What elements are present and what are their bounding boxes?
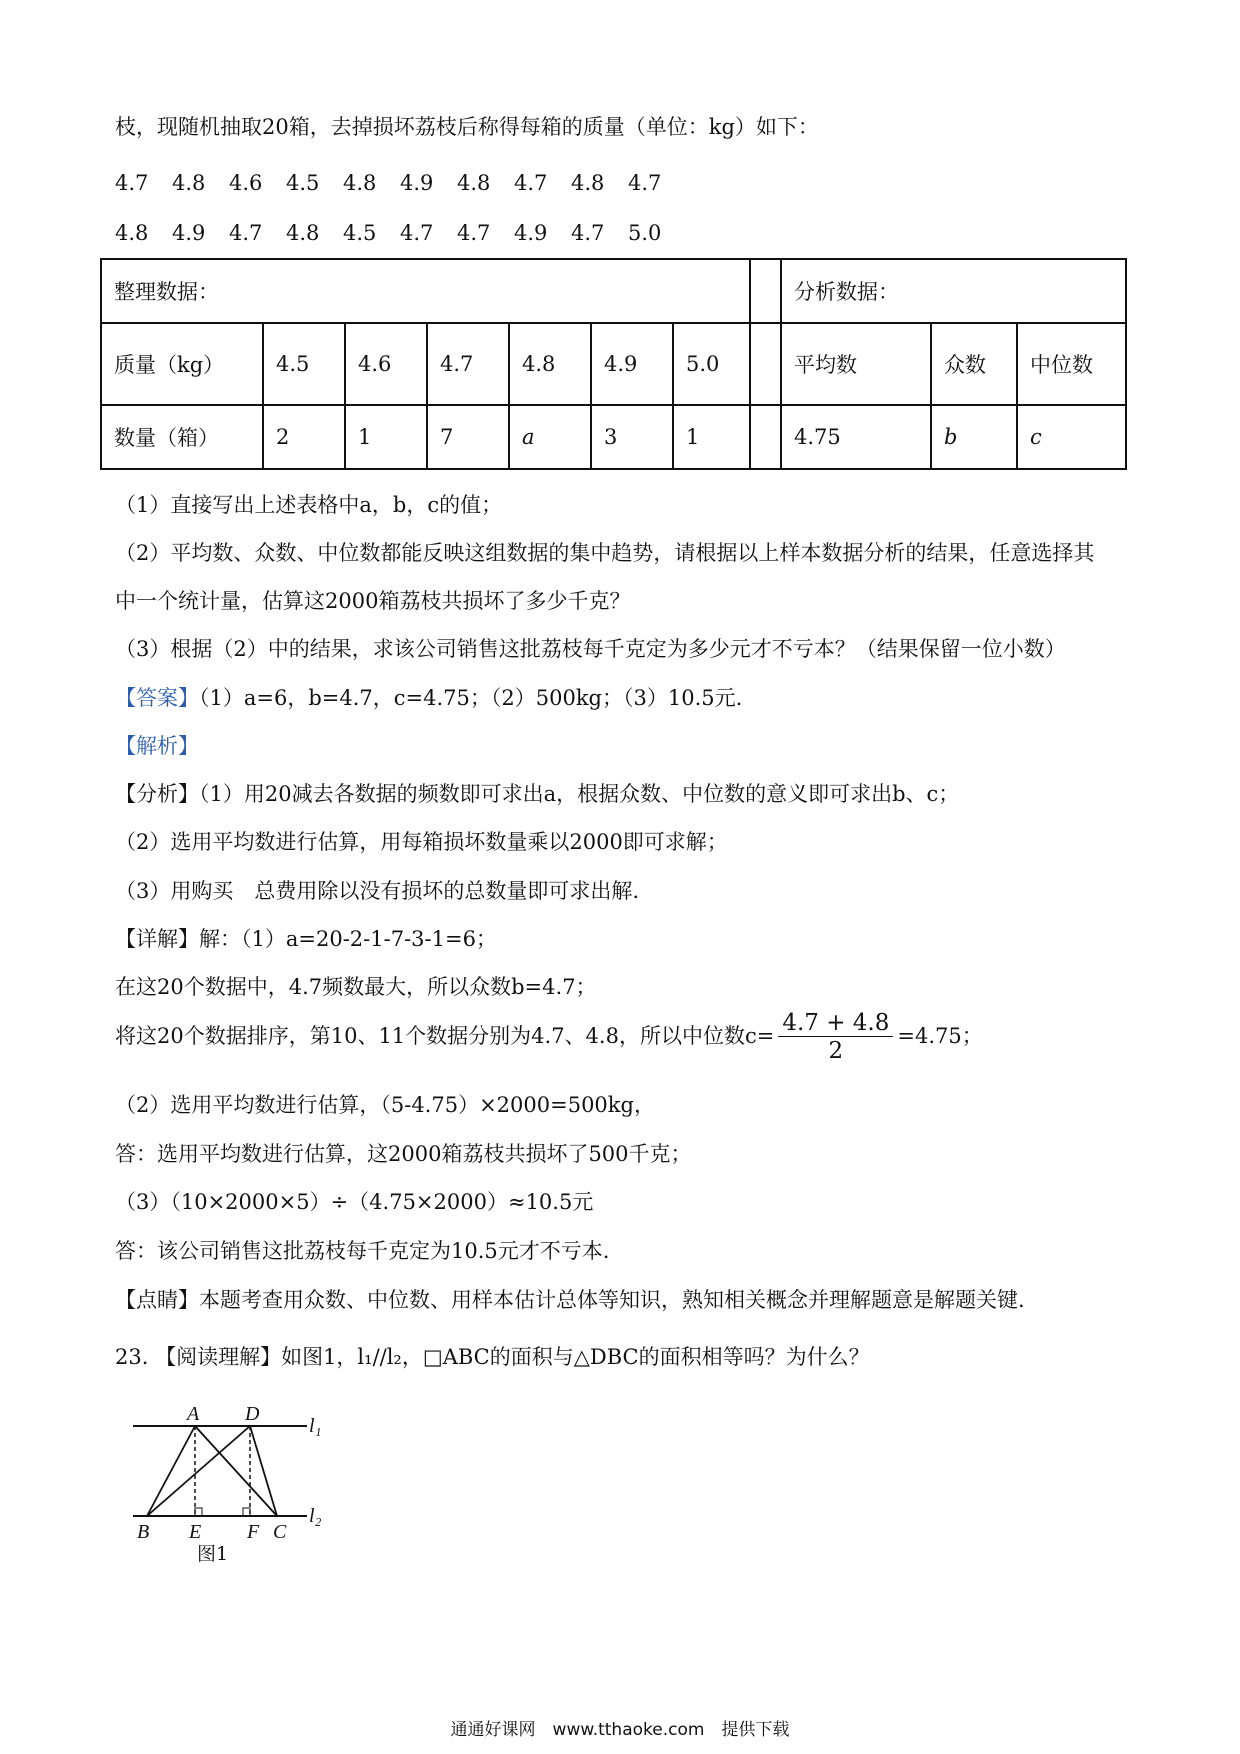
question-1: （1）直接写出上述表格中a，b，c的值； [115, 493, 503, 517]
question-3: （3）根据（2）中的结果，求该公司销售这批荔枝每千克定为多少元才不亏本？（结果保留一位小数） [115, 637, 1066, 661]
data-value: 4.9 [400, 171, 434, 195]
fenxi-line-1 [115, 779, 959, 809]
spacer-cell [750, 323, 781, 405]
segment-ac [195, 1426, 277, 1516]
question-2-line-2: 中一个统计量，估算这2000箱荔枝共损坏了多少千克？ [115, 589, 631, 613]
label-l2: l₂ [309, 1505, 322, 1527]
mass-cell: 4.6 [345, 323, 427, 405]
detail-line-1 [115, 924, 497, 954]
stat-header: 众数 [931, 323, 1017, 405]
fenxi-tag: 【分析】 [115, 782, 199, 806]
analyze-header: 分析数据： [781, 259, 1126, 323]
median-fraction [778, 1010, 893, 1065]
detail-line-3 [115, 1006, 983, 1066]
data-value: 4.9 [514, 221, 548, 245]
answer-line [115, 683, 742, 713]
organize-header: 整理数据： [101, 259, 750, 323]
fraction-denominator: 2 [828, 1038, 844, 1064]
data-value: 4.7 [457, 221, 491, 245]
data-value: 4.7 [400, 221, 434, 245]
segment-ab [147, 1426, 195, 1516]
data-value: 4.8 [571, 171, 605, 195]
label-a: A [187, 1403, 200, 1425]
stat-header: 平均数 [781, 323, 931, 405]
fenxi-text: （1）用20减去各数据的频数即可求出a，根据众数、中位数的意义即可求出b、c； [199, 782, 960, 806]
data-value: 4.7 [514, 171, 548, 195]
count-cell: 2 [263, 405, 345, 469]
dianjing-line [115, 1285, 1025, 1315]
detail-line-2: 在这20个数据中，4.7频数最大，所以众数b=4.7； [115, 975, 597, 999]
label-b: B [137, 1521, 150, 1543]
label-d: D [245, 1403, 260, 1425]
analysis-tag: 【解析】 [115, 734, 199, 758]
dianjing-tag: 【点睛】 [115, 1288, 199, 1312]
label-e: E [189, 1521, 202, 1543]
mass-cell: 4.8 [509, 323, 591, 405]
detail-line-5: 答：选用平均数进行估算，这2000箱荔枝共损坏了500千克； [115, 1142, 692, 1166]
data-value: 4.7 [628, 171, 662, 195]
detail-line-6: （3）（10×2000×5）÷（4.75×2000）≈10.5元 [115, 1190, 594, 1214]
data-value: 4.9 [172, 221, 206, 245]
count-cell: a [509, 405, 591, 469]
segment-db [147, 1426, 250, 1516]
detail-tag: 【详解】 [115, 927, 199, 951]
data-value: 4.8 [343, 171, 377, 195]
question-2-line-1: （2）平均数、众数、中位数都能反映这组数据的集中趋势，请根据以上样本数据分析的结果，任意选择其 [115, 541, 1095, 565]
mass-label: 质量（kg） [101, 323, 263, 405]
detail-line-4: （2）选用平均数进行估算，（5-4.75）×2000=500kg， [115, 1093, 655, 1117]
stat-value: b [931, 405, 1017, 469]
data-value: 4.6 [229, 171, 263, 195]
figure-1 [125, 1398, 345, 1568]
label-l1: l₁ [309, 1415, 322, 1437]
count-cell: 1 [673, 405, 750, 469]
label-f: F [247, 1521, 260, 1543]
count-cell: 3 [591, 405, 673, 469]
mass-cell: 4.9 [591, 323, 673, 405]
data-value: 4.8 [172, 171, 206, 195]
spacer-cell [750, 405, 781, 469]
detail-median-pre: 将这20个数据排序，第10、11个数据分别为4.7、4.8，所以中位数c= [115, 1024, 775, 1048]
label-c: C [273, 1521, 287, 1543]
question-23: 23. 【阅读理解】如图1，l₁//l₂，□ABC的面积与△DBC的面积相等吗？为什么？ [115, 1345, 870, 1369]
detail-line-7: 答：该公司销售这批荔枝每千克定为10.5元才不亏本. [115, 1239, 610, 1263]
stat-header: 中位数 [1017, 323, 1126, 405]
fenxi-line-3: （3）用购买 总费用除以没有损坏的总数量即可求出解. [115, 879, 640, 903]
dianjing-text: 本题考查用众数、中位数、用样本估计总体等知识，熟知相关概念并理解题意是解题关键. [199, 1288, 1025, 1312]
detail-median-post: =4.75； [897, 1024, 983, 1048]
fraction-numerator: 4.7 + 4.8 [778, 1010, 893, 1037]
data-value: 4.5 [286, 171, 320, 195]
answer-tag: 【答案】 [115, 686, 199, 710]
data-value: 4.7 [229, 221, 263, 245]
count-label: 数量（箱） [101, 405, 263, 469]
stat-value: c [1017, 405, 1126, 469]
data-value: 4.8 [286, 221, 320, 245]
count-cell: 1 [345, 405, 427, 469]
mass-cell: 4.5 [263, 323, 345, 405]
data-value: 4.7 [115, 171, 149, 195]
data-value: 5.0 [628, 221, 662, 245]
spacer-cell [750, 259, 781, 323]
mass-cell: 4.7 [427, 323, 509, 405]
footer: 通通好课网 www.tthaoke.com 提供下载 [450, 1720, 790, 1740]
data-value: 4.5 [343, 221, 377, 245]
answer-text: （1）a=6，b=4.7，c=4.75；（2）500kg；（3）10.5元. [199, 686, 743, 710]
figure-caption: 图1 [197, 1543, 229, 1565]
data-table [100, 258, 1127, 470]
mass-cell: 5.0 [673, 323, 750, 405]
data-value: 4.7 [571, 221, 605, 245]
count-cell: 7 [427, 405, 509, 469]
data-value: 4.8 [457, 171, 491, 195]
intro-text: 枝，现随机抽取20箱，去掉损坏荔枝后称得每箱的质量（单位：kg）如下： [115, 115, 819, 139]
stat-value: 4.75 [781, 405, 931, 469]
detail-text: 解：（1）a=20-2-1-7-3-1=6； [199, 927, 497, 951]
data-value: 4.8 [115, 221, 149, 245]
fenxi-line-2: （2）选用平均数进行估算，用每箱损坏数量乘以2000即可求解； [115, 830, 728, 854]
